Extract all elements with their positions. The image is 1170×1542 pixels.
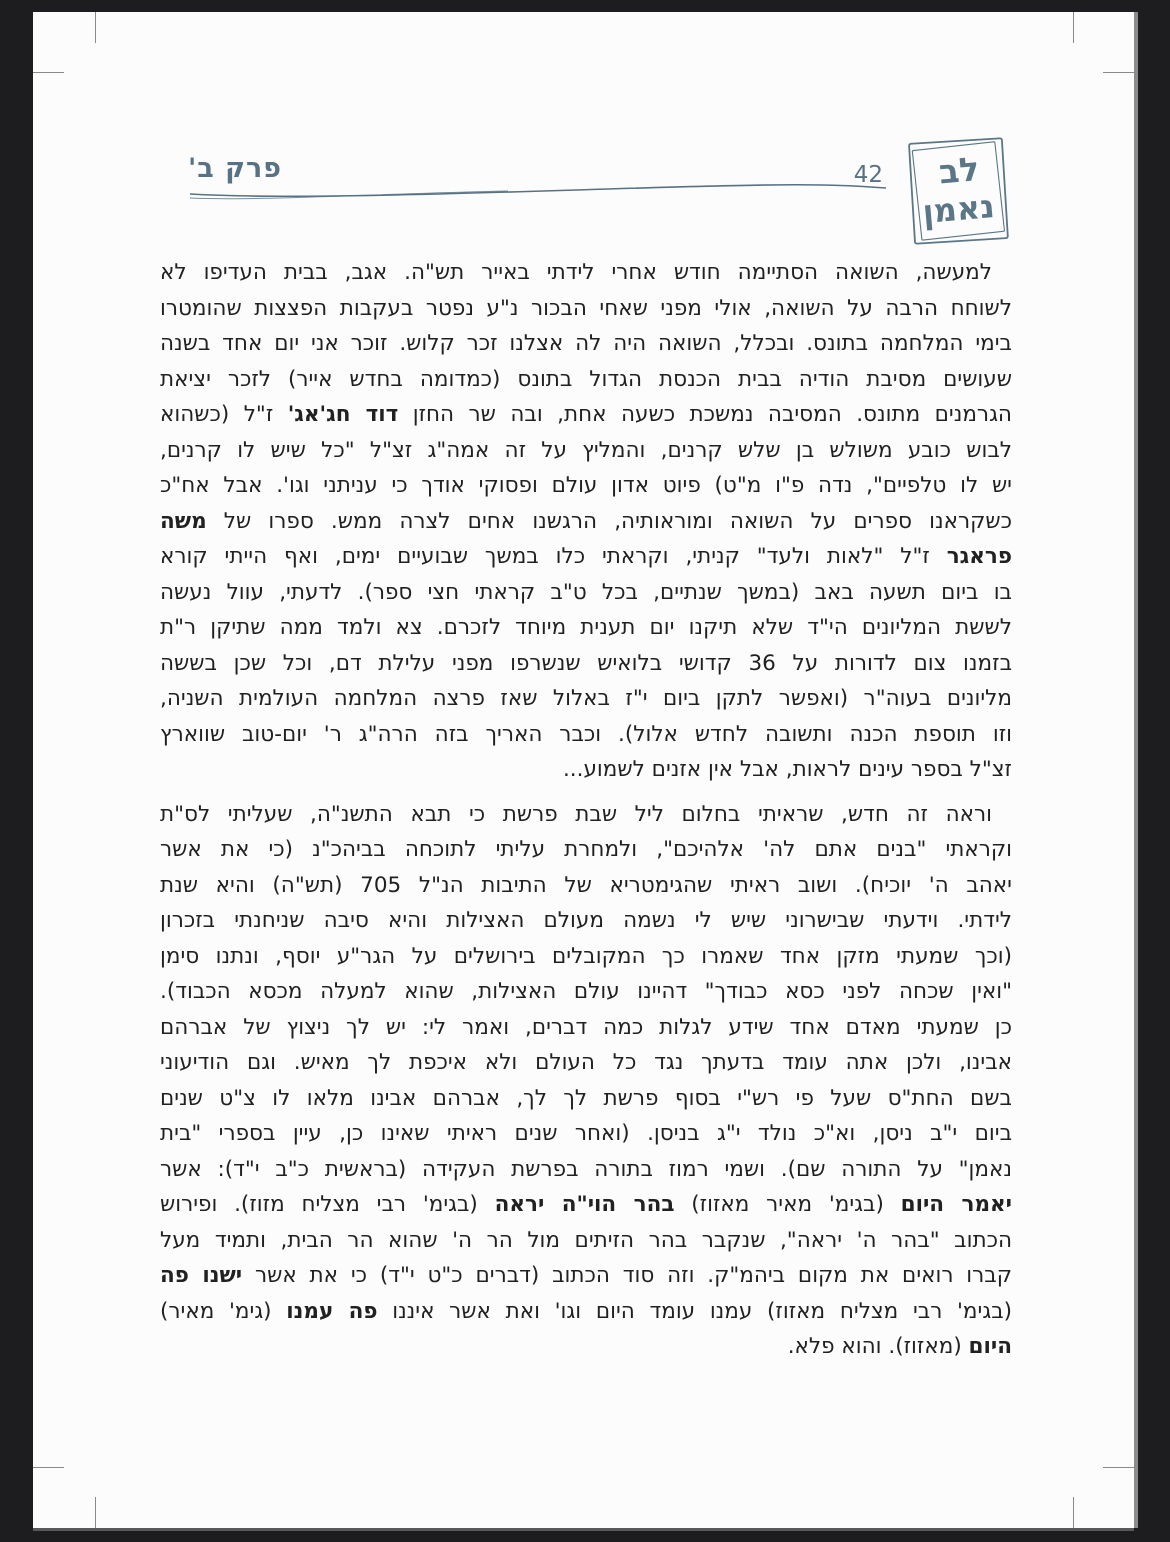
publisher-logo xyxy=(899,132,1017,252)
header-rule xyxy=(188,180,888,206)
text-segment: לידתי. וידעתי שבישרוני שיש לי נשמה מעולם האצילות והיא סיבה שניחנתי בזכרון xyxy=(160,908,1012,933)
text-line xyxy=(160,1329,1012,1365)
text-segment: למעשה, השואה הסתיימה חודש אחרי לידתי באייר תש"ה. אגב, בבית העדיפו לא xyxy=(160,260,992,285)
text-line xyxy=(160,1258,1012,1294)
text-segment: (בגימ' רבי מצליח מאזוז) עמנו עומד היום וגו' ואת אשר איננו xyxy=(377,1298,1012,1324)
crop-mark-top-left-vertical xyxy=(95,12,96,43)
text-segment: שעושים מסיבת הודיה בבית הכנסת הגדול בתונס (כמדומה בחדש אייר) לזכר יציאת xyxy=(160,366,1012,392)
text-line xyxy=(160,1152,1012,1188)
text-segment: ז"ל (כשהוא xyxy=(160,402,288,427)
crop-mark-bottom-left-vertical xyxy=(95,1497,96,1528)
page-number: 42 xyxy=(853,162,883,188)
text-segment: וראה זה חדש, שראיתי בחלום ליל שבת פרשת כי תבא התשנ"ה, שעליתי לס"ת xyxy=(160,801,992,827)
text-line xyxy=(160,255,1012,291)
text-line xyxy=(160,1081,1012,1117)
text-segment: בזמנו צום לדורות על 36 קדושי בלואיש שנשרפו מפני עלילת דם, וכל שכן בששה xyxy=(160,650,1012,676)
text-segment: ביום י"ב ניסן, וא"כ נולד י"ג בניסן. (ואחר שנים ראיתי שאינו כן, עיין בספרי "בית xyxy=(160,1121,1012,1146)
text-segment: (בגימ' מאיר מאזוז) xyxy=(674,1192,901,1217)
text-segment: יאהב ה' יוכיח). ושוב ראיתי שהגימטריא של התיבות הנ"ל 705 (תש"ה) והיא שנת xyxy=(160,872,1012,898)
text-segment: "ואין שכחה לפני כסא כבודך" דהיינו עולם האצילות, שהוא למעלה מכסא הכבוד). xyxy=(160,979,1012,1004)
text-line xyxy=(160,1294,1012,1330)
crop-mark-bottom-left-horizontal xyxy=(33,1467,64,1468)
text-segment: (וכך שמעתי מזקן אחד שאמרו כך המקובלים בירושלים על הגר"ע יוסף, ונתנו סימן xyxy=(160,943,1012,969)
text-segment: (מאזוז). והוא פלא. xyxy=(787,1334,969,1359)
text-line xyxy=(160,1187,1012,1223)
bold-text-segment: פה עמנו xyxy=(286,1298,378,1324)
text-line xyxy=(160,504,1012,540)
bold-text-segment: משה xyxy=(160,508,207,534)
crop-mark-bottom-right-vertical xyxy=(1073,1497,1074,1528)
text-segment: כן שמעתי מאדם אחד שידע לגלות כמה דברים, ואמר לי: יש לך ניצוץ של אברהם xyxy=(160,1014,1012,1040)
text-segment: הגרמנים מתונס. המסיבה נמשכת כשעה אחת, ובה שר החזן xyxy=(398,402,1012,427)
text-segment: לששת המליונים הי"ד שלא תיקנו יום תענית מיוחד לזכרם. צא ולמד ממה שתיקן ר"ת xyxy=(160,615,1012,640)
text-line xyxy=(160,1010,1012,1046)
bold-text-segment: פראגר xyxy=(946,544,1012,569)
text-line xyxy=(160,539,1012,575)
text-line xyxy=(160,752,1012,788)
text-line xyxy=(160,939,1012,975)
bold-text-segment: ישנו פה xyxy=(160,1263,243,1288)
text-segment: בו ביום תשעה באב (במשך שנתיים, בכל ט"ב קראתי חצי ספר). לדעתי, עוול נעשה xyxy=(160,579,1012,605)
paragraph xyxy=(160,797,1012,1365)
bold-text-segment: בהר הוי"ה יראה xyxy=(494,1192,675,1217)
bold-text-segment: דוד חג'אג' xyxy=(287,402,399,427)
text-line xyxy=(160,832,1012,868)
logo-text-bottom: נאמן xyxy=(920,186,996,232)
text-segment: בימי המלחמה בתונס. ובכלל, השואה היה לה אצלנו זכר קלוש. זוכר אני יום אחד בשנה xyxy=(160,331,1012,356)
text-segment: וקראתי "בנים אתם לה' אלהיכם", ולמחרת עליתי לתוכחה בביהכ"נ (כי את אשר xyxy=(160,837,1012,862)
crop-mark-top-right-vertical xyxy=(1073,12,1074,43)
text-line xyxy=(160,397,1012,433)
page-text xyxy=(160,255,1012,1365)
text-line xyxy=(160,868,1012,904)
text-segment: לשוחח הרבה על השואה, אולי מפני שאחי הבכור נ"ע נפטר בעקבות הפצצות שהומטרו xyxy=(160,295,1012,321)
text-segment: יש לו טלפיים", נדה פ"ו מ"ט) פיוט אדון עולם ופסוקי אודך כי עניתני וגו'. אבל אח"כ xyxy=(160,473,1012,498)
text-segment: (גימ' מאיר) xyxy=(160,1298,287,1324)
text-segment: אבינו, ולכן אתה עומד בדעתך נגד כל העולם ולא איכפת לך מאיש. וגם הודיעוני xyxy=(160,1050,1012,1075)
text-segment: (בגימ' רבי מצליח מזוז). ופירוש xyxy=(160,1192,495,1217)
text-line xyxy=(160,1045,1012,1081)
text-segment: ז"ל "לאות ולעד" קניתי, וקראתי כלו במשך שבועיים ימים, ואף הייתי קורא xyxy=(160,544,947,569)
text-line xyxy=(160,326,1012,362)
text-line xyxy=(160,1223,1012,1259)
text-line xyxy=(160,717,1012,753)
text-segment: זצ"ל בספר עינים לראות, אבל אין אזנים לשמוע... xyxy=(562,757,1012,782)
text-segment: וזו תוספת הכנה ותשובה לחדש אלול). וכבר האריך בזה הרה"ג ר' יום-טוב שווארץ xyxy=(160,721,1012,747)
text-segment: הכתוב "בהר ה' יראה", שנקבר בהר הזיתים מול הר ה' שהוא הר הבית, ותמיד מעל xyxy=(160,1227,1012,1253)
bold-text-segment: היום xyxy=(968,1334,1012,1359)
book-page xyxy=(33,12,1134,1528)
text-segment: לבוש כובע משולש בן שלש קרנים, והמליץ על זה אמה"ג זצ"ל "כל שיש לו קרנים, xyxy=(160,437,1012,463)
text-segment: מליונים בעוה"ר (ואפשר לתקן ביום י"ז באלול שאז פרצה המלחמה העולמית השניה, xyxy=(160,686,1012,711)
bold-text-segment: יאמר היום xyxy=(900,1192,1012,1217)
crop-mark-bottom-right-horizontal xyxy=(1103,1467,1134,1468)
text-line xyxy=(160,681,1012,717)
text-line xyxy=(160,797,1012,833)
crop-mark-top-right-horizontal xyxy=(1103,72,1134,73)
text-line xyxy=(160,291,1012,327)
text-segment: כשקראנו ספרים על השואה ומוראותיה, הרגשנו אחים לצרה ממש. ספרו של xyxy=(206,508,1012,534)
text-line xyxy=(160,575,1012,611)
text-line xyxy=(160,646,1012,682)
logo-text-top: לב xyxy=(937,149,981,192)
text-segment: נאמן" על התורה שם). ושמי רמוז בתורה בפרשת העקידה (בראשית כ"ב י"ד): אשר xyxy=(160,1156,1012,1182)
text-line xyxy=(160,610,1012,646)
text-segment: בשם החת"ס שעל פי רש"י בסוף פרשת לך לך, אברהם אבינו מלאו לו צ"ט שנים xyxy=(160,1085,1012,1111)
text-line xyxy=(160,468,1012,504)
text-segment: קברו רואים את מקום ביהמ"ק. וזה סוד הכתוב (דברים כ"ט י"ד) כי את אשר xyxy=(242,1263,1012,1288)
text-line xyxy=(160,433,1012,469)
chapter-title: פרק ב' xyxy=(188,153,283,184)
text-line xyxy=(160,903,1012,939)
text-line xyxy=(160,1116,1012,1152)
text-line xyxy=(160,362,1012,398)
crop-mark-top-left-horizontal xyxy=(33,72,64,73)
text-line xyxy=(160,974,1012,1010)
paragraph xyxy=(160,255,1012,788)
